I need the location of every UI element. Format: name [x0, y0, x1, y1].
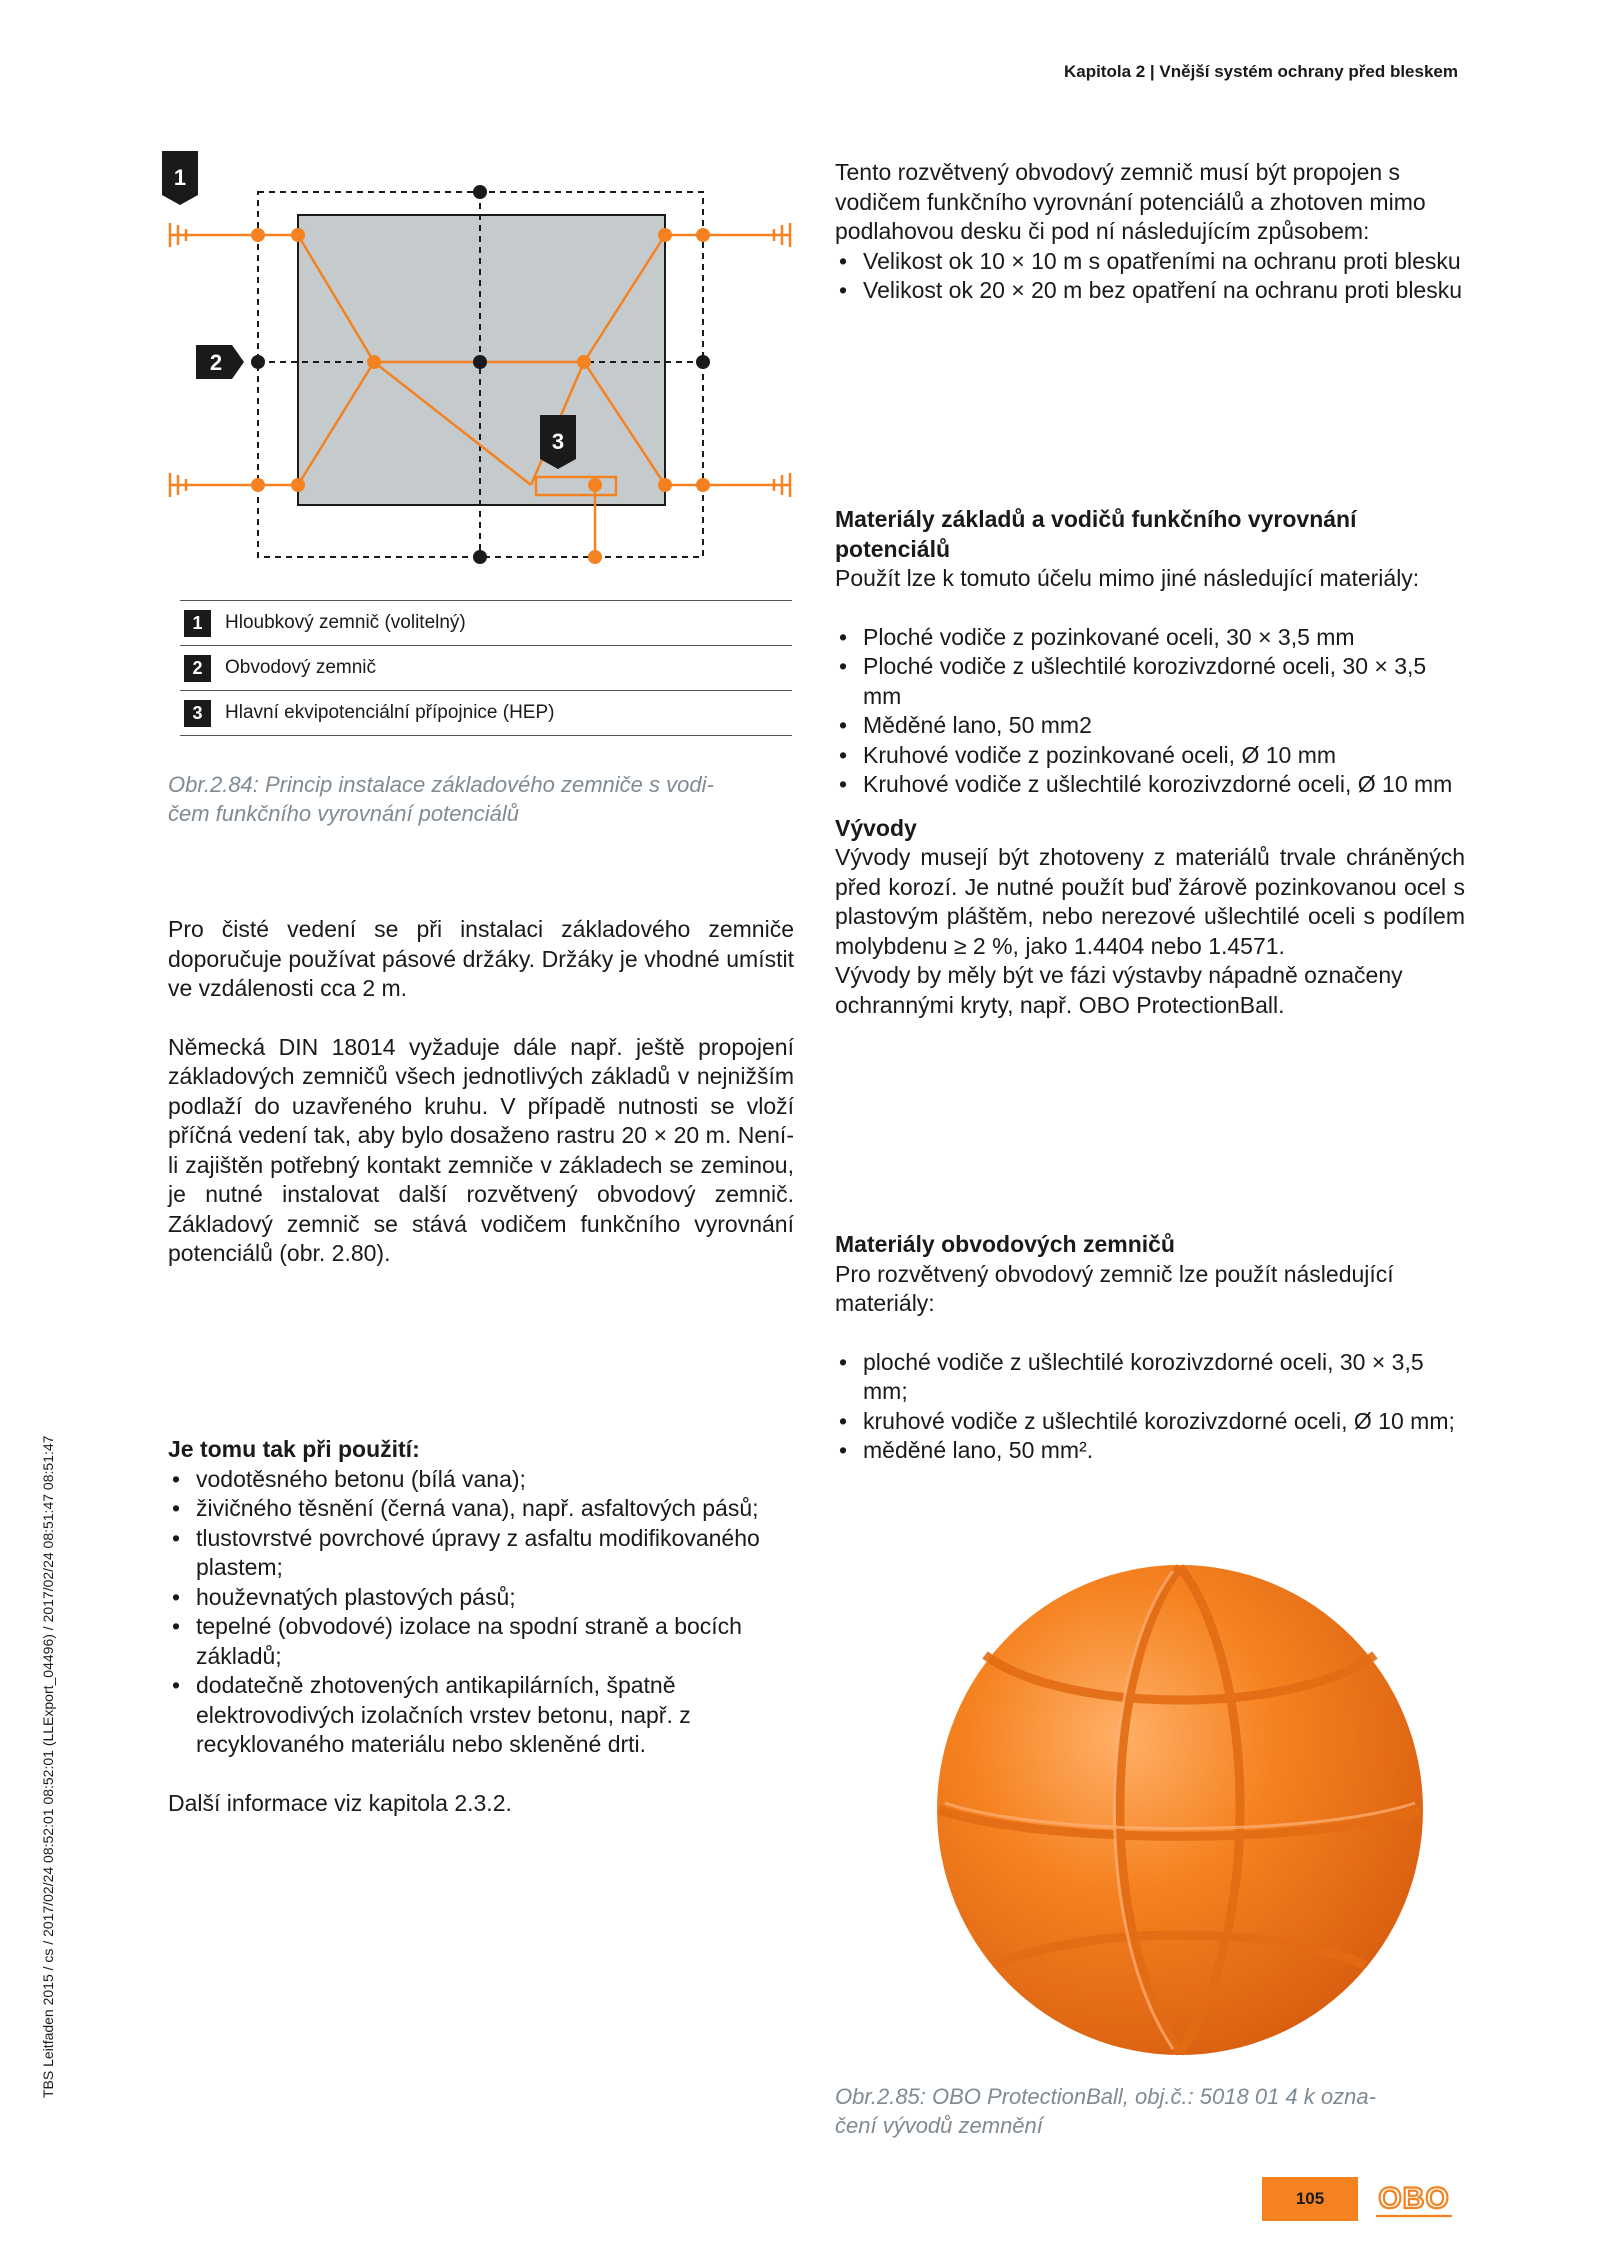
right-intro — [835, 158, 1465, 306]
materials-foundation-section — [835, 505, 1465, 1020]
legend-row — [180, 690, 792, 736]
marker-3 — [540, 415, 576, 469]
section-heading-vyvody: Vývody — [835, 814, 917, 841]
side-note-container — [38, 1378, 58, 2098]
page-number: 105 — [1262, 2177, 1358, 2221]
list-item: • houževnatých plastových pásů; — [168, 1583, 794, 1613]
marker-2 — [196, 345, 244, 379]
list-item: • měděné lano, 50 mm². — [835, 1436, 1465, 1466]
legend-row — [180, 600, 792, 645]
section-intro: Pro rozvětvený obvodový zemnič lze použít následující materiály: — [835, 1260, 1394, 1316]
diagram-legend — [180, 600, 792, 736]
list-item: • Měděné lano, 50 mm2 — [835, 711, 1465, 741]
figure-caption-2-84 — [168, 770, 798, 828]
legend-text: Hloubkový zemnič (volitelný) — [225, 612, 466, 633]
vyvody-paragraph: Vývody musejí být zhotoveny z materiálů trvale chráněných před korozí. Je nutné použít buď žárově pozinkovanou ocel s plastovým pláštěm, nebo nerezové ušlechtilé oceli s podílem molybdenu ≥ 2 %, jako 1.4404 nebo 1.4571. — [835, 844, 1465, 959]
caption-line: čení vývodů zemnění — [835, 2113, 1043, 2138]
paragraph-holders: Pro čisté vedení se při instalaci základového zemniče doporučuje používat pásové držáky. Držáky je vhodné umístit ve vzdálenosti cca 2 m. — [168, 916, 794, 1001]
list-item: • kruhové vodiče z ušlechtilé korozivzdorné oceli, Ø 10 mm; — [835, 1407, 1465, 1437]
usage-list — [168, 1465, 794, 1760]
list-item: • Velikost ok 10 × 10 m s opatřeními na ochranu proti blesku — [835, 247, 1465, 277]
mesh-size-list — [835, 247, 1465, 306]
svg-text:3: 3 — [551, 429, 565, 454]
figure-caption-2-85 — [835, 2082, 1465, 2140]
list-item: • Kruhové vodiče z ušlechtilé korozivzdorné oceli, Ø 10 mm — [835, 770, 1465, 800]
list-item: • dodatečně zhotovených antikapilárních, špatně elektrovodivých izolačních vrstev betonu, např. z recyklovaného materiálu nebo skleněné drti. — [168, 1671, 794, 1760]
list-item: • živičného těsnění (černá vana), např. asfaltových pásů; — [168, 1494, 794, 1524]
protection-ball-image — [925, 1545, 1435, 2065]
list-item: • tlustovrstvé povrchové úpravy z asfaltu modifikovaného plastem; — [168, 1524, 794, 1583]
svg-text:OBO: OBO — [1378, 2182, 1450, 2215]
further-info: Další informace viz kapitola 2.3.2. — [168, 1789, 512, 1816]
side-note: TBS Leitfaden 2015 / cs / 2017/02/24 08:52:01 08:52:01 (LLExport_04496) / 2017/02/24 08:51:47 08:51:47 — [40, 1435, 56, 2098]
legend-number: 3 — [184, 700, 211, 727]
legend-text: Obvodový zemnič — [225, 657, 377, 678]
list-item: • Ploché vodiče z pozinkované oceli, 30 × 3,5 mm — [835, 623, 1465, 653]
section-heading: Je tomu tak při použití: — [168, 1436, 420, 1462]
intro-paragraph: Tento rozvětvený obvodový zemnič musí být propojen s vodičem funkčního vyrovnání potenciálů a zhotoven mimo podlahovou desku či pod ní následujícím způsobem: — [835, 159, 1426, 244]
foundation-earthing-diagram — [150, 145, 810, 575]
materials-ring-section — [835, 1230, 1465, 1466]
vyvody-paragraph-2: Vývody by měly být ve fázi výstavby nápadně označeny ochrannými kryty, např. OBO ProtectionBall. — [835, 962, 1403, 1018]
list-item: • Kruhové vodiče z pozinkované oceli, Ø 10 mm — [835, 741, 1465, 771]
legend-number: 2 — [184, 655, 211, 682]
marker-1 — [162, 151, 198, 205]
list-item: • Ploché vodiče z ušlechtilé korozivzdorné oceli, 30 × 3,5 mm — [835, 652, 1465, 711]
paragraph-din: Německá DIN 18014 vyžaduje dále např. ještě propojení základových zemničů všech jednotlivých základů v nejnižším podlaží do uzavřeného kruhu. V případě nutnosti se vloží příčná vedení tak, aby bylo dosaženo rastru 20 × 20 m. Není-li zajištěn potřebný kontakt zemniče v základech se zeminou, je nutné instalovat další rozvětvený obvodový zemnič. Základový zemnič se stává vodičem funkčního vyrovnání potenciálů (obr. 2.80). — [168, 1033, 794, 1266]
section-heading: Materiály základů a vodičů funkčního vyrovnání potenciálů — [835, 506, 1357, 562]
caption-line: Obr.2.85: OBO ProtectionBall, obj.č.: 5018 01 4 k ozna- — [835, 2084, 1376, 2109]
legend-text: Hlavní ekvipotenciální přípojnice (HEP) — [225, 702, 555, 723]
left-list-section — [168, 1435, 794, 1818]
obo-logo — [1372, 2178, 1456, 2220]
caption-line: čem funkčního vyrovnání potenciálů — [168, 801, 519, 826]
legend-row — [180, 645, 792, 690]
ring-materials-list — [835, 1348, 1465, 1466]
left-column — [168, 915, 794, 1269]
caption-line: Obr.2.84: Princip instalace základového zemniče s vodi- — [168, 772, 714, 797]
section-heading: Materiály obvodových zemničů — [835, 1231, 1175, 1257]
svg-text:1: 1 — [173, 165, 187, 190]
section-intro: Použít lze k tomuto účelu mimo jiné následující materiály: — [835, 565, 1420, 591]
page-header: Kapitola 2 | Vnější systém ochrany před bleskem — [1063, 62, 1458, 81]
list-item: • vodotěsného betonu (bílá vana); — [168, 1465, 794, 1495]
list-item: • ploché vodiče z ušlechtilé korozivzdorné oceli, 30 × 3,5 mm; — [835, 1348, 1465, 1407]
list-item: • tepelné (obvodové) izolace na spodní straně a bocích základů; — [168, 1612, 794, 1671]
materials-list — [835, 623, 1465, 800]
svg-text:2: 2 — [209, 350, 223, 375]
list-item: • Velikost ok 20 × 20 m bez opatření na ochranu proti blesku — [835, 276, 1465, 306]
legend-number: 1 — [184, 610, 211, 637]
